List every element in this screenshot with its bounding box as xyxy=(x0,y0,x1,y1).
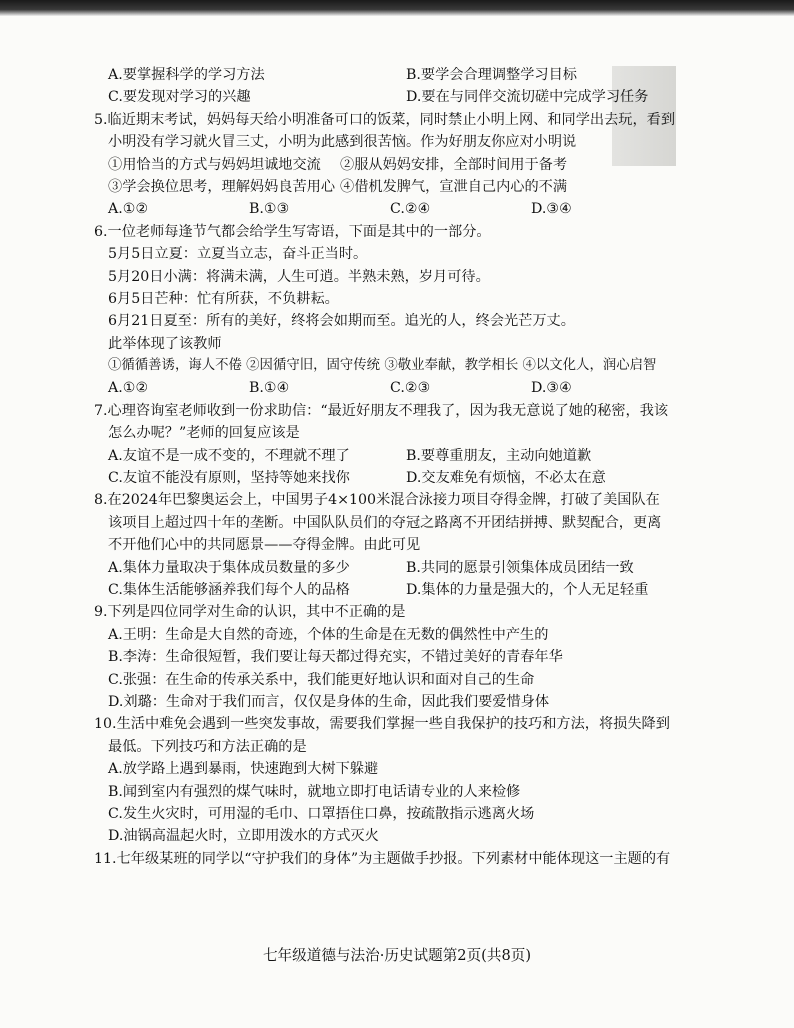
q5-options xyxy=(108,198,674,220)
q9-option-b: B.李涛：生命很短暂，我们要让每天都过得充实，不错过美好的青春年华 xyxy=(108,649,563,666)
q8-options-row-2 xyxy=(108,579,674,601)
q10-stem-1: 10.生活中难免会遇到一些突发事故，需要我们掌握一些自我保护的技巧和方法，将损失降到 xyxy=(94,716,670,733)
q7-option-c: C.友谊不能没有原则，坚持等她来找你 xyxy=(108,470,350,487)
q10-option-b: B.闻到室内有强烈的煤气味时，就地立即打电话请专业的人来检修 xyxy=(108,783,521,800)
exam-content xyxy=(94,64,676,870)
q7-stem-1: 7.心理咨询室老师收到一份求助信：“最近好朋友不理我了，因为我无意说了她的秘密，我该 xyxy=(94,402,669,419)
q5-option-b: B.①③ xyxy=(249,201,290,218)
q10-stem-2: 最低。下列技巧和方法正确的是 xyxy=(108,738,307,755)
q10-option-d: D.油锅高温起火时，立即用泼水的方式灭火 xyxy=(108,828,379,845)
q4-option-a: A.要掌握科学的学习方法 xyxy=(108,67,265,83)
q5-item-4: ④借机发脾气，宣泄自己内心的不满 xyxy=(340,178,568,195)
q6-option-a: A.①② xyxy=(108,380,149,397)
q5-option-a: A.①② xyxy=(108,201,149,218)
q7-options-row-2 xyxy=(108,467,674,489)
q6-quote-3: 6月5日芒种：忙有所获，不负耕耘。 xyxy=(108,290,339,307)
q4-option-d: D.要在与同伴交流切磋中完成学习任务 xyxy=(406,89,649,106)
q8-stem-2: 该项目上超过四十年的垄断。中国队队员们的夺冠之路离不开团结拼搏、默契配合，更离 xyxy=(108,514,662,531)
q6-quote-1: 5月5日立夏：立夏当立志，奋斗正当时。 xyxy=(108,246,368,263)
q7-option-a: A.友谊不是一成不变的，不理就不理了 xyxy=(108,447,350,464)
page-footer: 七年级道德与法治·历史试题第2页(共8页) xyxy=(262,947,532,964)
q8-stem-1: 8.在2024年巴黎奥运会上，中国男子4×100米混合泳接力项目夺得金牌，打破了美国队在 xyxy=(94,492,660,509)
q8-stem-3: 不开他们心中的共同愿景——夺得金牌。由此可见 xyxy=(108,537,421,554)
q5-stem-2: 小明没有学习就火冒三丈，小明为此感到很苦恼。作为好朋友你应对小明说 xyxy=(108,134,577,151)
q6-quote-2: 5月20日小满：将满未满，人生可逍。半熟未熟，岁月可待。 xyxy=(108,268,490,285)
q7-option-b: B.要尊重朋友，主动向她道歉 xyxy=(406,447,592,464)
q9-option-d: D.刘璐：生命对于我们而言，仅仅是身体的生命，因此我们要爱惜身体 xyxy=(108,693,550,710)
q11-stem: 11.七年级某班的同学以“守护我们的身体”为主题做手抄报。下列素材中能体现这一主题的有 xyxy=(94,850,671,867)
q6-ask: 此举体现了该教师 xyxy=(108,335,222,352)
q9-option-c: C.张强：在生命的传承关系中，我们能更好地认识和面对自己的生命 xyxy=(108,671,535,688)
q8-options-row-1 xyxy=(108,557,674,579)
q6-quote-4: 6月21日夏至：所有的美好，终将会如期而至。追光的人，终会光芒万丈。 xyxy=(108,313,575,330)
q5-item-1: ①用恰当的方式与妈妈坦诚地交流 xyxy=(108,156,321,173)
q5-items-row-2 xyxy=(108,176,674,198)
q5-items-row-1 xyxy=(108,154,674,176)
q4-options-row-2 xyxy=(108,86,674,108)
q4-options-row-1 xyxy=(108,64,674,86)
q7-options-row-1 xyxy=(108,445,674,467)
q5-option-c: C.②④ xyxy=(390,201,431,218)
q6-option-c: C.②③ xyxy=(390,380,431,397)
q8-option-a: A.集体力量取决于集体成员数量的多少 xyxy=(108,559,350,576)
scan-edge xyxy=(0,0,794,16)
q6-stem: 6.一位老师每逢节气都会给学生写寄语，下面是其中的一部分。 xyxy=(94,223,491,240)
q6-items: ①循循善诱，诲人不倦 ②因循守旧，固守传统 ③敬业奉献，教学相长 ④以文化人，润心启智 xyxy=(108,358,657,374)
q8-option-d: D.集体的力量是强大的，个人无足轻重 xyxy=(406,581,649,598)
q4-option-c: C.要发现对学习的兴趣 xyxy=(108,89,251,106)
q7-stem-2: 怎么办呢？”老师的回复应该是 xyxy=(108,425,300,442)
q9-option-a: A.王明：生命是大自然的奇迹，个体的生命是在无数的偶然性中产生的 xyxy=(108,626,549,643)
q5-item-2: ②服从妈妈安排，全部时间用于备考 xyxy=(340,156,568,173)
q5-item-3: ③学会换位思考，理解妈妈良苦用心 xyxy=(108,178,336,195)
q10-option-c: C.发生火灾时，可用湿的毛巾、口罩捂住口鼻，按疏散指示逃离火场 xyxy=(108,805,535,822)
q5-option-d: D.③④ xyxy=(531,201,572,218)
q8-option-b: B.共同的愿景引领集体成员团结一致 xyxy=(406,559,634,576)
q7-option-d: D.交友难免有烦恼，不必太在意 xyxy=(406,470,606,487)
q6-option-d: D.③④ xyxy=(531,380,572,397)
q5-stem-1: 5.临近期末考试，妈妈每天给小明准备可口的饭菜，同时禁止小明上网、和同学出去玩，看到 xyxy=(94,111,676,128)
q6-options xyxy=(108,377,674,399)
q4-option-b: B.要学会合理调整学习目标 xyxy=(406,67,577,83)
q10-option-a: A.放学路上遇到暴雨，快速跑到大树下躲避 xyxy=(108,761,379,778)
q6-option-b: B.①④ xyxy=(249,380,290,397)
q8-option-c: C.集体生活能够涵养我们每个人的品格 xyxy=(108,581,350,598)
q9-stem: 9.下列是四位同学对生命的认识，其中不正确的是 xyxy=(94,604,406,621)
